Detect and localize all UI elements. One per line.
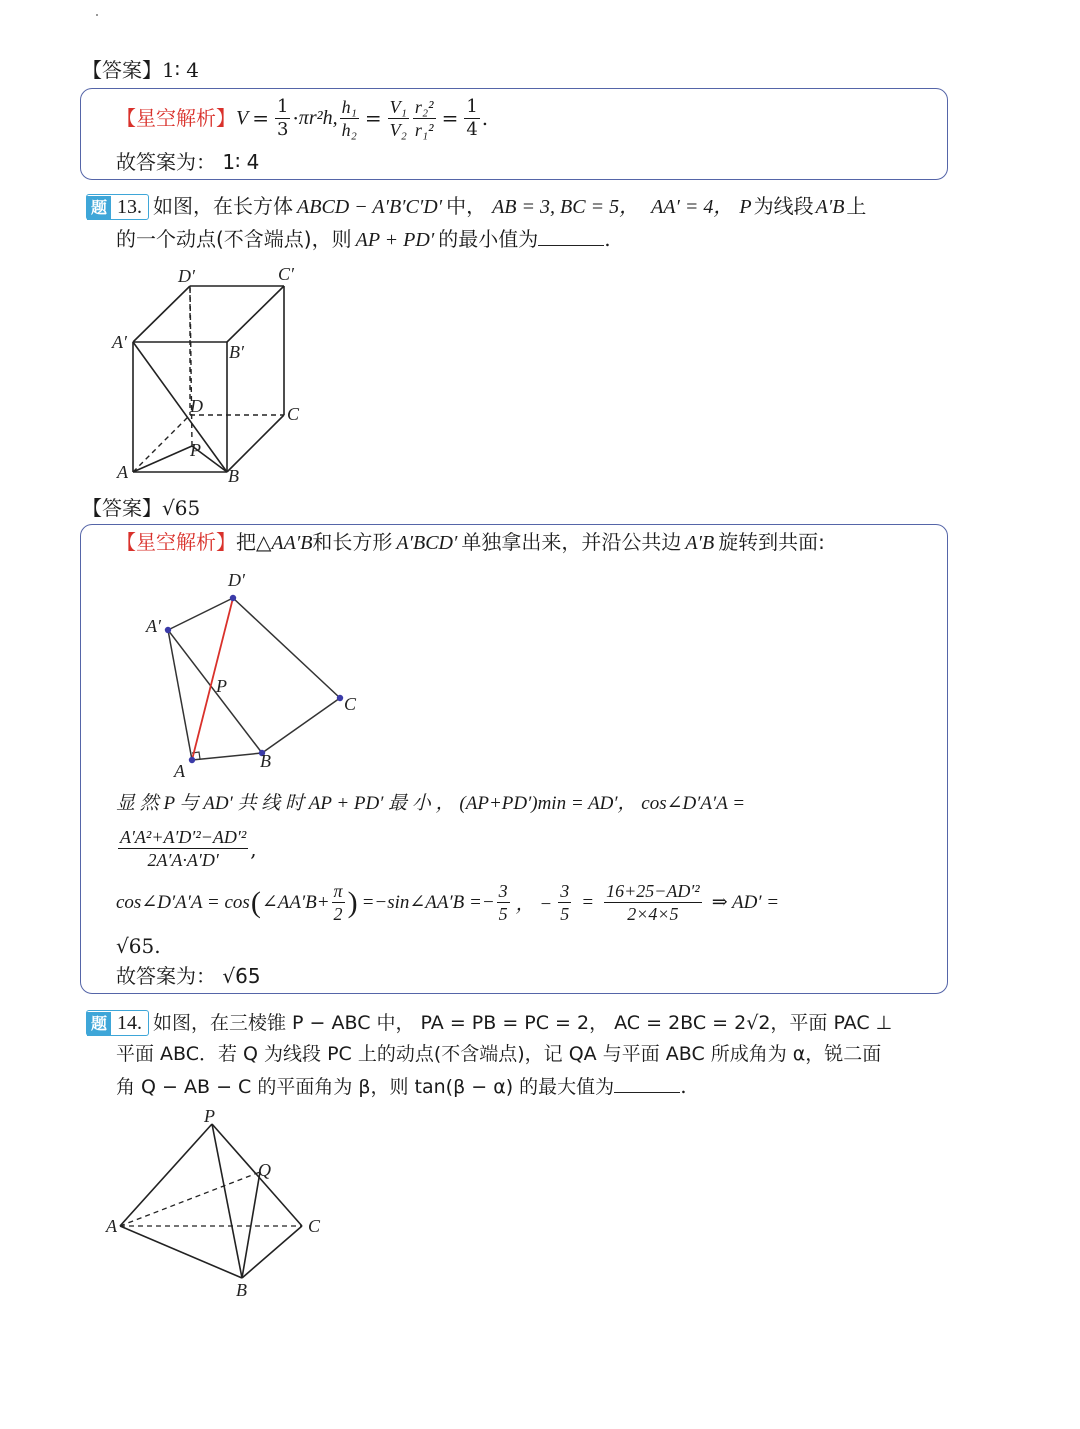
page-speck (96, 14, 98, 16)
label-P: P (190, 440, 201, 460)
answer-blank (614, 1074, 680, 1093)
eq: = (252, 106, 269, 130)
label-Bp: B′ (229, 342, 244, 362)
analysis-13-line3: cos∠D′A′A = cos ( ∠AA′B+ $\frac{\pi}{2}$ ) =−sin∠AA′B =− $\frac{3}{5}$ ， − $\frac{3}{5}$ = $\frac{\text{16+25−AD′²}}{2\times 4\times 5}$ ⇒ AD′ = (116, 881, 780, 924)
var-v: V (236, 107, 249, 129)
label-Dp: D′ (178, 266, 195, 286)
eq2: = (364, 106, 382, 130)
label-Cp: C′ (278, 264, 294, 284)
analysis-12-formula (116, 92, 488, 144)
question-14-line3: 角 Q − AB − C 的平面角为 β，则 tan(β − α) 的最大值为 . (116, 1074, 687, 1098)
frac-quarter: $\frac{1}{4}$ (466, 95, 478, 140)
eq3: = (441, 106, 459, 130)
label-A: A (117, 462, 128, 482)
label-B: B (228, 466, 239, 486)
label-C: C (344, 694, 357, 714)
label-B: B (260, 751, 271, 771)
analysis-label: 【星空解析】 (116, 106, 236, 130)
diag-ApB (133, 342, 227, 472)
frac-v: $\frac{\text{V₁}}{\text{V₂}}$ (389, 96, 407, 140)
label-A: A (174, 761, 185, 781)
period: . (481, 106, 489, 130)
hidden-edge (133, 415, 190, 472)
question-13-line2: 的一个动点(不含端点)，则 AP + PD′ 的最小值为 . (116, 227, 611, 251)
question-tag: 题 13. (86, 194, 149, 220)
label-C: C (287, 404, 300, 424)
label-A: A (106, 1216, 117, 1236)
label-Ap: A′ (146, 616, 161, 636)
answer-label: 【答案】 (82, 58, 162, 82)
label-P: P (204, 1106, 215, 1126)
question-13-line1: 题 13. 如图，在长方体 ABCD − A′B′C′D′ 中， AB = 3, BC = 5， AA′ = 4， P 为线段 A′B 上 (86, 192, 866, 221)
analysis-13-line4: √65. (116, 934, 161, 958)
edge (227, 415, 284, 472)
label-Dp: D′ (228, 570, 245, 590)
figure-13-cuboid (100, 262, 330, 490)
pi-r2-h: πr²h, (298, 107, 338, 129)
analysis-12-conclusion: 故答案为： 1∶ 4 (116, 150, 260, 174)
dot: · (292, 106, 299, 130)
figure-14-pyramid (100, 1106, 340, 1302)
label-Q: Q (258, 1160, 271, 1180)
label-P: P (216, 676, 227, 696)
seg-AP (133, 446, 192, 472)
question-tag: 题 14. (86, 1010, 149, 1036)
frac-r: $\frac{\text{r₂²}}{\text{r₁²}}$ (414, 96, 434, 140)
answer-13 (82, 494, 200, 522)
label-D: D (190, 396, 203, 416)
analysis-13-line1: 显 然 P 与 AD′ 共 线 时 AP + PD′ 最 小 ， (AP+PD′)min = AD′， cos∠D′A′A = (116, 793, 746, 814)
frac-one-third: $\frac{1}{3}$ (276, 95, 289, 140)
answer-12 (82, 56, 199, 84)
analysis-13-conclusion: 故答案为： √65 (116, 964, 261, 988)
answer-value: √65 (162, 496, 201, 520)
label-Ap: A′ (112, 332, 127, 352)
question-14-line2: 平面 ABC．若 Q 为线段 PC 上的动点(不含端点)，记 QA 与平面 ABC 所成角为 α，锐二面 (116, 1043, 882, 1065)
question-14-line1: 题 14. 如图，在三棱锥 P − ABC 中， PA = PB = PC = 2， AC = 2BC = 2√2，平面 PAC ⊥ (86, 1008, 892, 1037)
label-C: C (308, 1216, 321, 1236)
answer-value: 1∶ 4 (162, 58, 200, 82)
label-B: B (236, 1280, 247, 1300)
answer-blank (538, 227, 604, 246)
frac-h: $\frac{\text{h₁}}{\text{h₂}}$ (341, 96, 357, 140)
answer-label: 【答案】 (82, 496, 162, 520)
figure-13-unfolded (140, 568, 380, 782)
edge (133, 286, 190, 342)
analysis-13-intro: 【星空解析】把△AA′B和长方形 A′BCD′ 单独拿出来，并沿公共边 A′B 旋转到共面: (116, 530, 825, 554)
edge (227, 286, 284, 342)
analysis-13-frac1: $\frac{\text{A′A²+A′D′²−AD′²}}{2A'A\cdot A'D'}$ , (120, 827, 257, 870)
